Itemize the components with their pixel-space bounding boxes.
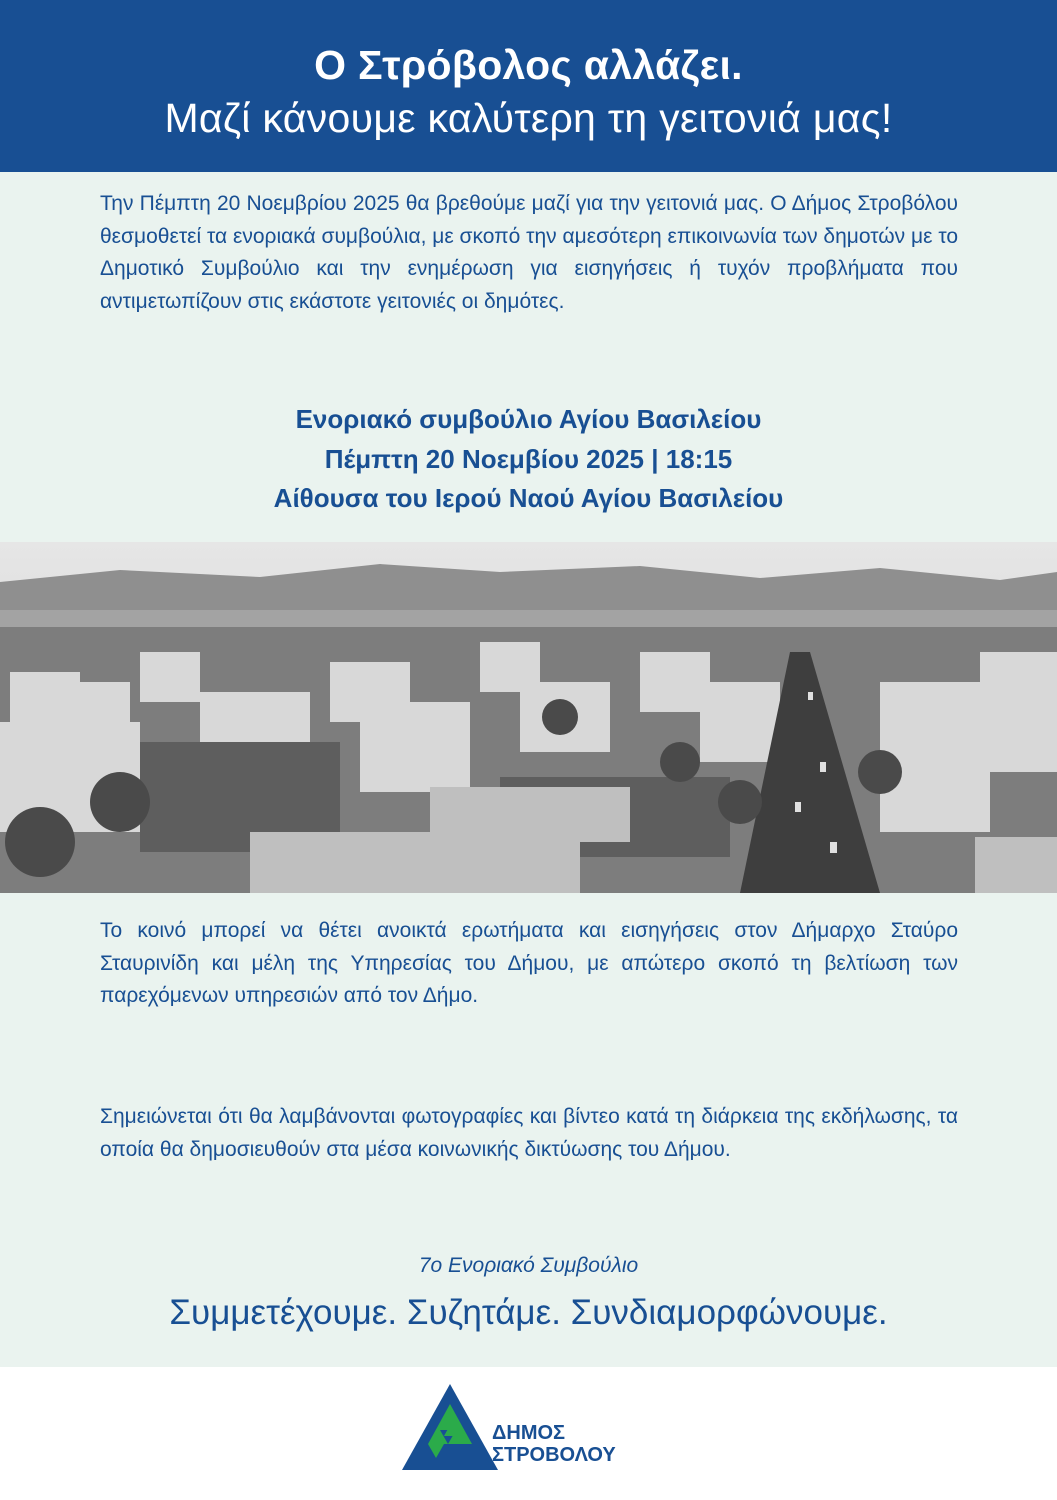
council-number: 7ο Ενοριακό Συμβούλιο (418, 1254, 639, 1277)
intro-section (0, 172, 1057, 542)
municipality-name (492, 1422, 616, 1466)
header-banner (0, 0, 1057, 172)
subheadline: Μαζί κάνουμε καλύτερη τη γειτονιά μας! (164, 95, 893, 141)
meeting-venue: Αίθουσα του Ιερού Ναού Αγίου Βασιλείου (273, 483, 784, 513)
meeting-details (0, 400, 1057, 519)
meeting-name: Ενοριακό συμβούλιο Αγίου Βασιλείου (295, 404, 762, 434)
meeting-datetime: Πέμπτη 20 Νοεμβίου 2025 | 18:15 (324, 443, 733, 474)
headline: Ο Στρόβολος αλλάζει. (314, 42, 743, 88)
details-section (0, 893, 1057, 1367)
logo-line-2: ΣΤΡΟΒΟΛΟΥ (492, 1444, 616, 1466)
logo-line-1: ΔΗΜΟΣ (492, 1422, 566, 1444)
intro-paragraph: Την Πέμπτη 20 Νοεμβρίου 2025 θα βρεθούμε μαζί για την γειτονιά μας. Ο Δήμος Στροβόλου θεσμοθετεί τα ενοριακά συμβούλια, με σκοπό την αμεσότερη επικοινωνία των δημοτών με το Δημοτικό Συμβούλιο και την ενημέρωση για εισηγήσεις ή τυχόν προβλήματα που αντιμετωπίζουν στις εκάστοτε γειτονιές οι δημότες. (100, 192, 958, 313)
city-skyline-image (0, 542, 1057, 893)
slogan: Συμμετέχουμε. Συζητάμε. Συνδιαμορφώνουμε. (169, 1293, 888, 1332)
photography-notice-paragraph: Σημειώνεται ότι θα λαμβάνονται φωτογραφίες και βίντεο κατά τη διάρκεια της εκδήλωσης, τα οποία θα δημοσιευθούν στα μέσα κοινωνικής δικτύωσης του Δήμου. (100, 1105, 958, 1161)
triangle-logo-icon (400, 1382, 500, 1472)
public-questions-paragraph: Το κοινό μπορεί να θέτει ανοικτά ερωτήματα και εισηγήσεις στον Δήμαρχο Σταύρο Σταυρινίδη και μέλη της Υπηρεσίας του Δήμου, με απώτερο σκοπό τη βελτίωση των παρεχόμενων υπηρεσιών από τον Δήμο. (100, 919, 958, 1007)
city-photo (0, 542, 1057, 893)
